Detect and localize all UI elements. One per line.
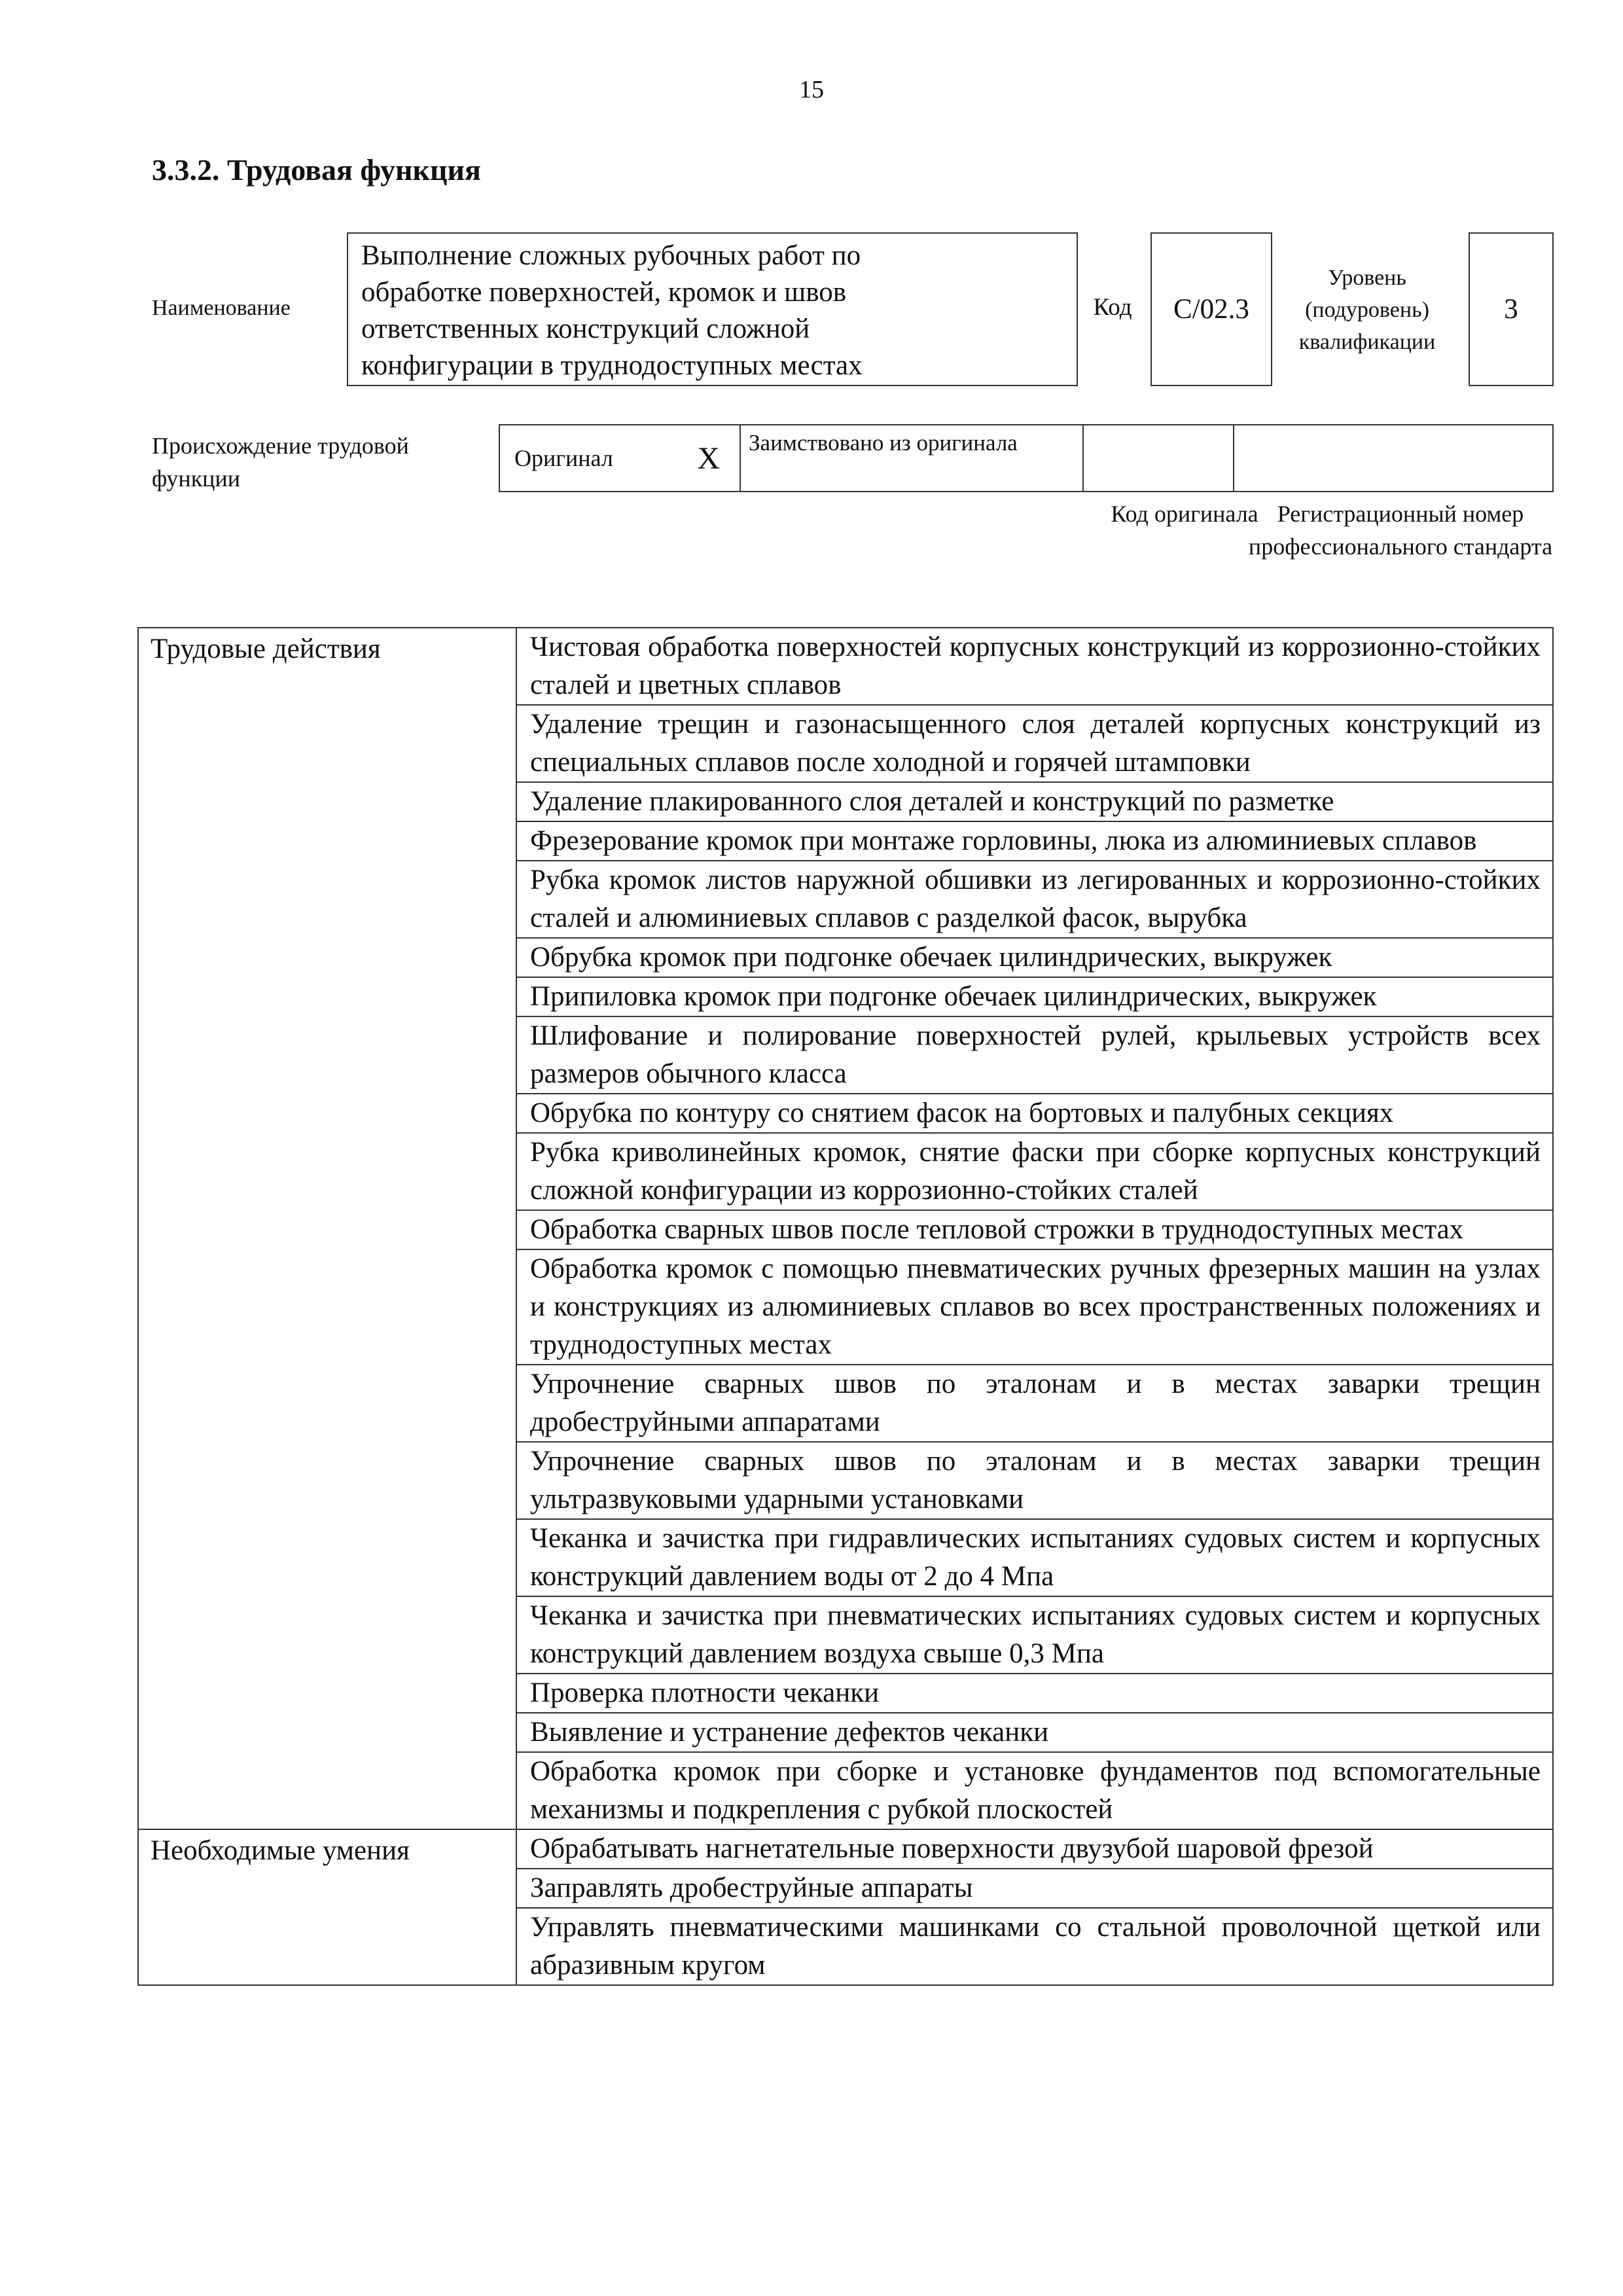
original-label: Оригинал <box>514 445 613 471</box>
section-label: Трудовые действия <box>138 628 516 1829</box>
page-number: 15 <box>799 76 824 103</box>
function-name-line: Выполнение сложных рубочных работ по <box>361 240 861 271</box>
function-name-line: конфигурации в труднодоступных местах <box>361 350 863 381</box>
code-value: C/02.3 <box>1150 232 1272 386</box>
table-cell-item: Рубка кромок листов наружной обшивки из легированных и коррозионно-стойких сталей и алюминиевых сплавов с разделкой фасок, вырубка <box>516 861 1553 938</box>
section-title: 3.3.2. Трудовая функция <box>152 153 481 187</box>
function-name-line: обработке поверхностей, кромок и швов <box>361 277 847 308</box>
original-code-cell <box>1084 425 1234 491</box>
table-cell-item: Упрочнение сварных швов по эталонам и в местах заварки трещин ультразвуковыми ударными установками <box>516 1442 1553 1519</box>
section-label: Необходимые умения <box>138 1829 516 1985</box>
origin-label: Происхождение трудовой функции <box>152 433 409 492</box>
table-cell-item: Обработка кромок с помощью пневматических ручных фрезерных машин на узлах и конструкциях из алюминиевых сплавов во всех пространственных положениях и труднодоступных местах <box>516 1249 1553 1365</box>
origin-original-cell <box>500 425 741 491</box>
table-cell-item: Упрочнение сварных швов по эталонам и в местах заварки трещин дробеструйными аппаратами <box>516 1365 1553 1442</box>
table-cell-item: Удаление трещин и газонасыщенного слоя деталей корпусных конструкций из специальных сплавов после холодной и горячей штамповки <box>516 705 1553 782</box>
registration-number-caption: Регистрационный номер профессионального стандарта <box>1248 501 1553 560</box>
table-cell-item: Чеканка и зачистка при пневматических испытаниях судовых систем и корпусных конструкций давлением воздуха свыше 0,3 Мпа <box>516 1596 1553 1674</box>
function-name-box <box>347 232 1078 386</box>
table-cell-item: Заправлять дробеструйные аппараты <box>516 1869 1553 1908</box>
table-cell-item: Проверка плотности чеканки <box>516 1674 1553 1713</box>
origin-row <box>499 424 1554 492</box>
level-label-line: (подуровень) <box>1305 298 1429 322</box>
borrowed-label: Заимствовано из оригинала <box>741 425 1084 491</box>
table-row <box>138 628 1553 705</box>
table-cell-item: Припиловка кромок при подгонке обечаек цилиндрических, выкружек <box>516 977 1553 1016</box>
table-cell-item: Чеканка и зачистка при гидравлических испытаниях судовых систем и корпусных конструкций давлением воды от 2 до 4 Мпа <box>516 1519 1553 1596</box>
original-code-caption: Код оригинала <box>1111 501 1258 527</box>
table-row <box>138 1829 1553 1869</box>
code-label: Код <box>1093 294 1132 321</box>
level-label-line: Уровень <box>1328 266 1406 290</box>
qualification-level-value: 3 <box>1469 232 1554 386</box>
labor-function-table <box>137 627 1554 1986</box>
table-cell-item: Шлифование и полирование поверхностей рулей, крыльевых устройств всех размеров обычного класса <box>516 1016 1553 1094</box>
function-name-line: ответственных конструкций сложной <box>361 314 810 344</box>
table-cell-item: Обрабатывать нагнетательные поверхности двузубой шаровой фрезой <box>516 1829 1553 1869</box>
original-mark: X <box>697 440 720 476</box>
level-label-line: квалификации <box>1298 330 1436 354</box>
table-cell-item: Рубка криволинейных кромок, снятие фаски при сборке корпусных конструкций сложной конфигурации из коррозионно-стойких сталей <box>516 1133 1553 1210</box>
table-cell-item: Удаление плакированного слоя деталей и конструкций по разметке <box>516 782 1553 821</box>
table-cell-item: Фрезерование кромок при монтаже горловины, люка из алюминиевых сплавов <box>516 821 1553 861</box>
table-cell-item: Обработка кромок при сборке и установке фундаментов под вспомогательные механизмы и подкрепления с рубкой плоскостей <box>516 1752 1553 1829</box>
table-cell-item: Чистовая обработка поверхностей корпусных конструкций из коррозионно-стойких сталей и цветных сплавов <box>516 628 1553 705</box>
table-cell-item: Обрубка кромок при подгонке обечаек цилиндрических, выкружек <box>516 938 1553 977</box>
table-cell-item: Управлять пневматическими машинками со стальной проволочной щеткой или абразивным кругом <box>516 1908 1553 1985</box>
table-cell-item: Обработка сварных швов после тепловой строжки в труднодоступных местах <box>516 1210 1553 1249</box>
qualification-level-label <box>1272 262 1462 358</box>
name-label: Наименование <box>152 296 291 320</box>
table-cell-item: Обрубка по контуру со снятием фасок на бортовых и палубных секциях <box>516 1094 1553 1133</box>
registration-number-cell <box>1234 425 1552 491</box>
table-cell-item: Выявление и устранение дефектов чеканки <box>516 1713 1553 1752</box>
